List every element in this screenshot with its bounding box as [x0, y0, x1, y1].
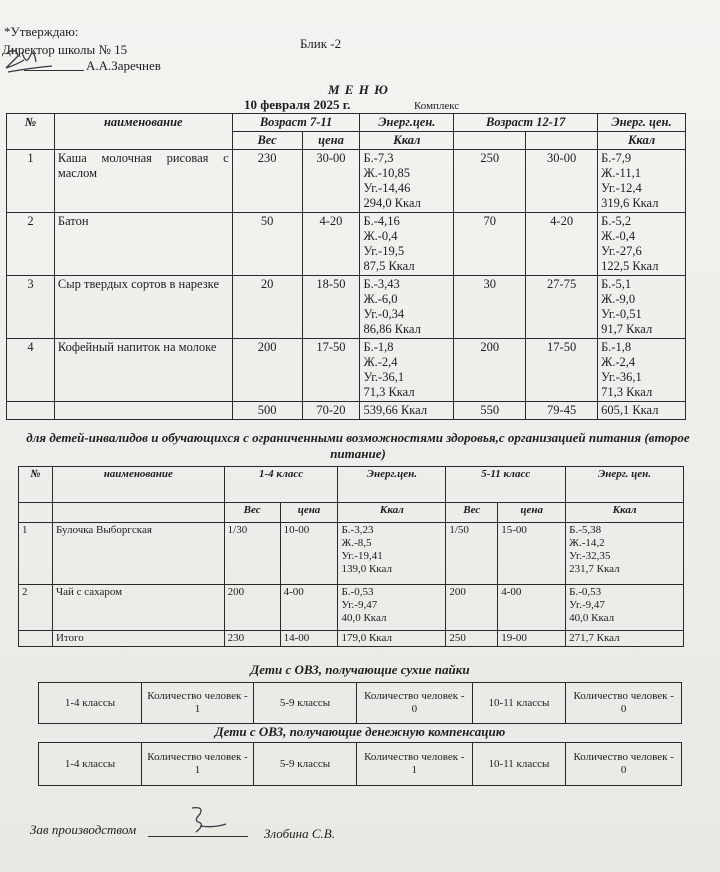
- energy-line: Б.-1,8: [363, 340, 394, 354]
- t2-total-price2: 19-00: [498, 631, 566, 647]
- total-weight2: 550: [454, 402, 526, 420]
- energy2: [598, 213, 686, 276]
- t2-weight1-header: Вес: [224, 503, 280, 523]
- energy-line: Уг.-9,47: [341, 599, 378, 611]
- compensation-table: [38, 742, 682, 786]
- dry-count-3: Количество человек - 0: [566, 683, 682, 724]
- menu-table: [6, 113, 686, 420]
- energy-line: 40,0 Ккал: [341, 612, 387, 624]
- price2: 4-00: [498, 585, 566, 631]
- menu-row: [7, 276, 686, 339]
- compensation-title: Дети с ОВЗ, получающие денежную компенсацию: [214, 724, 506, 739]
- dry-count-2: Количество человек - 0: [357, 683, 473, 724]
- energy1: [338, 585, 446, 631]
- price1: 30-00: [302, 150, 360, 213]
- energy-line: Ж.-11,1: [601, 166, 641, 180]
- dry-rations-table: [38, 682, 682, 724]
- complex-label: Комплекс: [414, 100, 460, 112]
- energy-line: Ж.-2,4: [601, 355, 636, 369]
- director-label: Директор школы № 15: [2, 42, 128, 57]
- weight1: 20: [232, 276, 302, 339]
- menu-date: 10 февраля 2025 г.: [244, 97, 351, 112]
- energy1: [360, 339, 454, 402]
- energy-line: 319,6 Ккал: [601, 196, 659, 210]
- weight-header: Вес: [232, 132, 302, 150]
- comp-group-1: 1-4 классы: [39, 743, 142, 786]
- energy-line: Ж.-14,2: [569, 537, 605, 549]
- footer-signature: [170, 802, 230, 838]
- price-header: цена: [302, 132, 360, 150]
- item-name: Чай с сахаром: [52, 585, 224, 631]
- weight2: 70: [454, 213, 526, 276]
- t2-total-price1: 14-00: [280, 631, 338, 647]
- total-price2: 79-45: [526, 402, 598, 420]
- energy-line: 40,0 Ккал: [569, 612, 615, 624]
- energy-line: Б.-0,53: [341, 586, 374, 598]
- price1: 17-50: [302, 339, 360, 402]
- energy-line: 87,5 Ккал: [363, 259, 415, 273]
- director-signature: [0, 42, 60, 78]
- energy-line: 86,86 Ккал: [363, 322, 421, 336]
- weight1: 200: [224, 585, 280, 631]
- energy-line: Ж.-2,4: [363, 355, 398, 369]
- price1: 18-50: [302, 276, 360, 339]
- blank-label: Блик -2: [300, 36, 342, 51]
- energy2: [566, 585, 684, 631]
- energy-line: Б.-3,43: [363, 277, 400, 291]
- menu-row: [7, 339, 686, 402]
- energy1-header: Энерг.цен.: [360, 114, 454, 132]
- t2-price2-header: цена: [498, 503, 566, 523]
- row-num: 4: [7, 339, 55, 402]
- dry-count-1: Количество человек - 1: [142, 683, 254, 724]
- energy-line: Уг.-32,35: [569, 550, 611, 562]
- dish-name: Каша молочная рисовая с маслом: [54, 150, 232, 213]
- dry-group-3: 10-11 классы: [472, 683, 566, 724]
- energy-line: Ж.-0,4: [601, 229, 636, 243]
- t2-energy1-header: Энерг.цен.: [338, 467, 446, 503]
- menu-row: [7, 150, 686, 213]
- weight1: 200: [232, 339, 302, 402]
- weight2: 200: [454, 339, 526, 402]
- energy-line: 139,0 Ккал: [341, 563, 392, 575]
- energy2: [598, 150, 686, 213]
- total-energy2: 605,1 Ккал: [598, 402, 686, 420]
- class2-header: 5-11 класс: [446, 467, 566, 503]
- energy-line: 71,3 Ккал: [363, 385, 415, 399]
- energy-line: Уг.-36,1: [601, 370, 642, 384]
- dish-name: Сыр твердых сортов в нарезке: [54, 276, 232, 339]
- approve-label: *Утверждаю:: [4, 24, 79, 39]
- energy-line: Уг.-27,6: [601, 244, 642, 258]
- energy-line: 294,0 Ккал: [363, 196, 421, 210]
- comp-count-1: Количество человек - 1: [142, 743, 254, 786]
- t2-num-header: №: [19, 467, 53, 503]
- t2-kcal2-header: Ккал: [566, 503, 684, 523]
- energy1: [360, 276, 454, 339]
- dry-group-2: 5-9 классы: [253, 683, 356, 724]
- energy-line: 91,7 Ккал: [601, 322, 653, 336]
- energy2: [566, 523, 684, 585]
- price2: 15-00: [498, 523, 566, 585]
- energy2-header: Энерг. цен.: [598, 114, 686, 132]
- price2: 4-20: [526, 213, 598, 276]
- t2-total-weight1: 230: [224, 631, 280, 647]
- energy-line: 71,3 Ккал: [601, 385, 653, 399]
- menu-row: [7, 213, 686, 276]
- energy-line: Уг.-0,51: [601, 307, 642, 321]
- weight1: 1/30: [224, 523, 280, 585]
- energy-line: Б.-5,38: [569, 524, 602, 536]
- t2-kcal1-header: Ккал: [338, 503, 446, 523]
- price2: 17-50: [526, 339, 598, 402]
- energy-line: Ж.-0,4: [363, 229, 398, 243]
- energy-line: Ж.-9,0: [601, 292, 636, 306]
- energy1: [360, 213, 454, 276]
- menu-title: М Е Н Ю: [328, 82, 389, 97]
- energy2: [598, 339, 686, 402]
- energy2: [598, 276, 686, 339]
- energy-line: Уг.-19,41: [341, 550, 383, 562]
- age2-header: Возраст 12-17: [454, 114, 598, 132]
- price2: 30-00: [526, 150, 598, 213]
- energy-line: Уг.-0,34: [363, 307, 405, 321]
- weight2: 1/50: [446, 523, 498, 585]
- energy-line: Ж.-10,85: [363, 166, 411, 180]
- second-meal-row: [19, 523, 684, 585]
- price2: 27-75: [526, 276, 598, 339]
- comp-group-2: 5-9 классы: [253, 743, 356, 786]
- production-head-name: Злобина С.В.: [264, 826, 335, 841]
- energy-line: 231,7 Ккал: [569, 563, 620, 575]
- dry-rations-title: Дети с ОВЗ, получающие сухие пайки: [250, 662, 470, 677]
- price1: 4-00: [280, 585, 338, 631]
- t2-total-energy2: 271,7 Ккал: [566, 631, 684, 647]
- row-num: 1: [7, 150, 55, 213]
- energy-line: Б.-7,9: [601, 151, 632, 165]
- energy-line: Уг.-19,5: [363, 244, 405, 258]
- t2-weight2-header: Вес: [446, 503, 498, 523]
- comp-count-3: Количество человек - 0: [566, 743, 682, 786]
- energy-line: Уг.-14,46: [363, 181, 411, 195]
- energy-line: Б.-5,1: [601, 277, 632, 291]
- dish-name: Батон: [54, 213, 232, 276]
- row-num: 2: [19, 585, 53, 631]
- weight1: 230: [232, 150, 302, 213]
- total-energy1: 539,66 Ккал: [360, 402, 454, 420]
- col-num-header: №: [7, 114, 55, 150]
- t2-total-weight2: 250: [446, 631, 498, 647]
- weight2: 200: [446, 585, 498, 631]
- col-name-header: наименование: [54, 114, 232, 150]
- production-head-label: Зав производством: [30, 822, 137, 837]
- second-meal-table: [18, 466, 684, 647]
- row-num: 3: [7, 276, 55, 339]
- kcal2-header: Ккал: [598, 132, 686, 150]
- energy-line: Уг.-12,4: [601, 181, 642, 195]
- weight2: 250: [454, 150, 526, 213]
- class1-header: 1-4 класс: [224, 467, 338, 503]
- price1: 10-00: [280, 523, 338, 585]
- comp-count-2: Количество человек - 1: [357, 743, 473, 786]
- row-num: 1: [19, 523, 53, 585]
- second-meal-row: [19, 585, 684, 631]
- energy-line: Уг.-9,47: [569, 599, 605, 611]
- item-name: Булочка Выборгская: [52, 523, 224, 585]
- energy-line: Б.-1,8: [601, 340, 632, 354]
- section2-title: для детей-инвалидов и обучающихся с ограниченными возможностями здоровья,с организацией питания (второе питание): [26, 430, 690, 461]
- total-price1: 70-20: [302, 402, 360, 420]
- director-name: А.А.Заречнев: [86, 58, 161, 73]
- total-weight1: 500: [232, 402, 302, 420]
- energy-line: Б.-7,3: [363, 151, 394, 165]
- energy-line: 122,5 Ккал: [601, 259, 659, 273]
- comp-group-3: 10-11 классы: [472, 743, 566, 786]
- price1: 4-20: [302, 213, 360, 276]
- dish-name: Кофейный напиток на молоке: [54, 339, 232, 402]
- energy-line: Ж.-6,0: [363, 292, 398, 306]
- energy-line: Б.-3,23: [341, 524, 374, 536]
- energy-line: Ж.-8,5: [341, 537, 372, 549]
- energy1: [360, 150, 454, 213]
- kcal1-header: Ккал: [360, 132, 454, 150]
- age1-header: Возраст 7-11: [232, 114, 360, 132]
- t2-price1-header: цена: [280, 503, 338, 523]
- weight1: 50: [232, 213, 302, 276]
- dry-group-1: 1-4 классы: [39, 683, 142, 724]
- row-num: 2: [7, 213, 55, 276]
- energy-line: Уг.-36,1: [363, 370, 405, 384]
- energy-line: Б.-4,16: [363, 214, 400, 228]
- energy-line: Б.-5,2: [601, 214, 632, 228]
- energy1: [338, 523, 446, 585]
- weight2: 30: [454, 276, 526, 339]
- t2-energy2-header: Энерг. цен.: [566, 467, 684, 503]
- t2-total-label: Итого: [52, 631, 224, 647]
- t2-name-header: наименование: [52, 467, 224, 503]
- energy-line: Б.-0,53: [569, 586, 602, 598]
- t2-total-energy1: 179,0 Ккал: [338, 631, 446, 647]
